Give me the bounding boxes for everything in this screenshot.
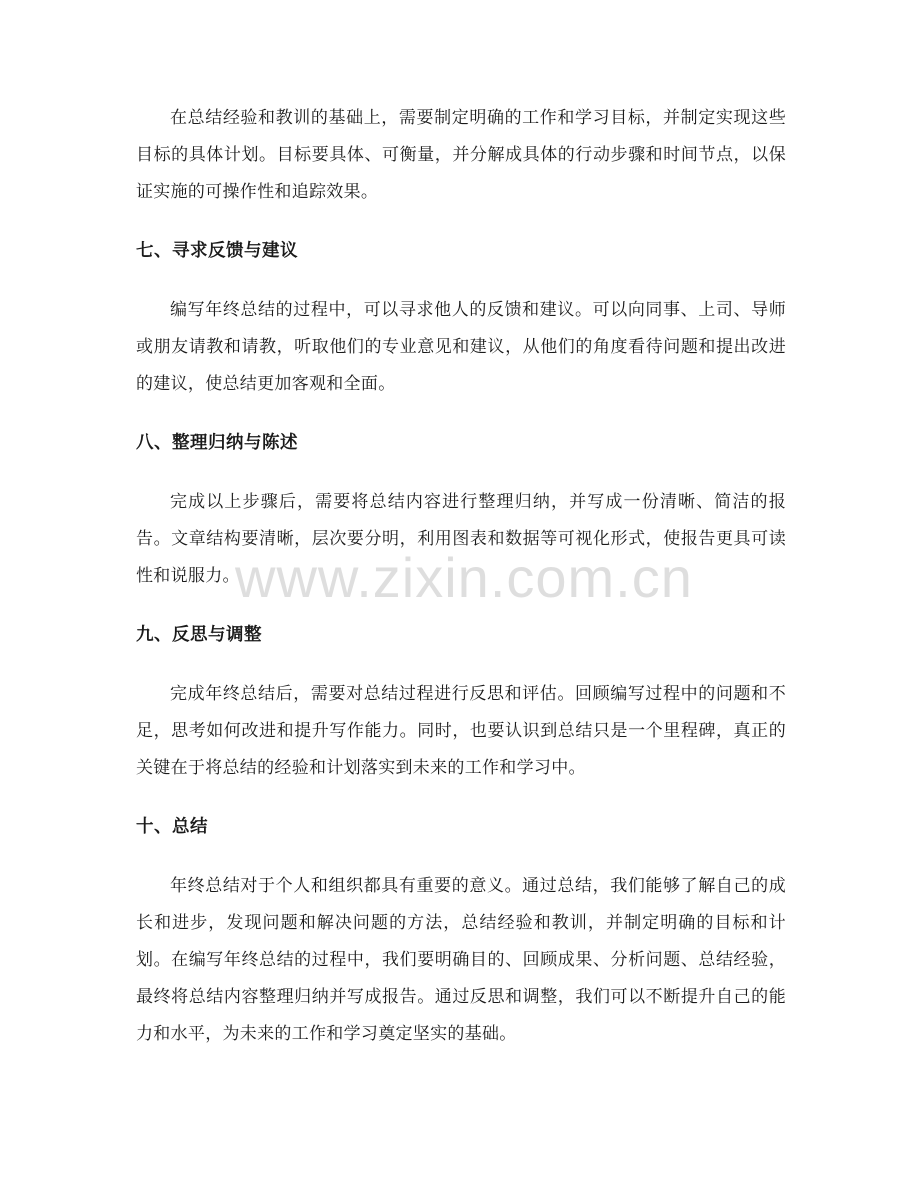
paragraph-9: 完成年终总结后，需要对总结过程进行反思和评估。回顾编写过程中的问题和不足，思考如何改进和提升写作能力。同时，也要认识到总结只是一个里程碑，真正的关键在于将总结的经验和计划落实到未来的工作和学习中。 [136, 684, 786, 778]
document-body [136, 100, 786, 1053]
watermark: www.zixin.com.cn [235, 546, 693, 609]
paragraph-7: 编写年终总结的过程中，可以寻求他人的反馈和建议。可以向同事、上司、导师或朋友请教和请教，听取他们的专业意见和建议，从他们的角度看待问题和提出改进的建议，使总结更加客观和全面。 [136, 300, 786, 394]
section-heading-8: 八、整理归纳与陈述 [136, 433, 298, 453]
section-heading-10: 十、总结 [136, 817, 208, 837]
paragraph-10: 年终总结对于个人和组织都具有重要的意义。通过总结，我们能够了解自己的成长和进步，发现问题和解决问题的方法，总结经验和教训，并制定明确的目标和计划。在编写年终总结的过程中，我们要明确目的、回顾成果、分析问题、总结经验，最终将总结内容整理归纳并写成报告。通过反思和调整，我们可以不断提升自己的能力和水平，为未来的工作和学习奠定坚实的基础。 [136, 876, 786, 1044]
paragraph-8: 完成以上步骤后，需要将总结内容进行整理归纳，并写成一份清晰、简洁的报告。文章结构要清晰，层次要分明，利用图表和数据等可视化形式，使报告更具可读性和说服力。 [136, 492, 786, 586]
paragraph-intro: 在总结经验和教训的基础上，需要制定明确的工作和学习目标，并制定实现这些目标的具体计划。目标要具体、可衡量，并分解成具体的行动步骤和时间节点，以保证实施的可操作性和追踪效果。 [136, 108, 786, 202]
section-heading-7: 七、寻求反馈与建议 [136, 241, 298, 261]
section-heading-9: 九、反思与调整 [136, 625, 262, 645]
